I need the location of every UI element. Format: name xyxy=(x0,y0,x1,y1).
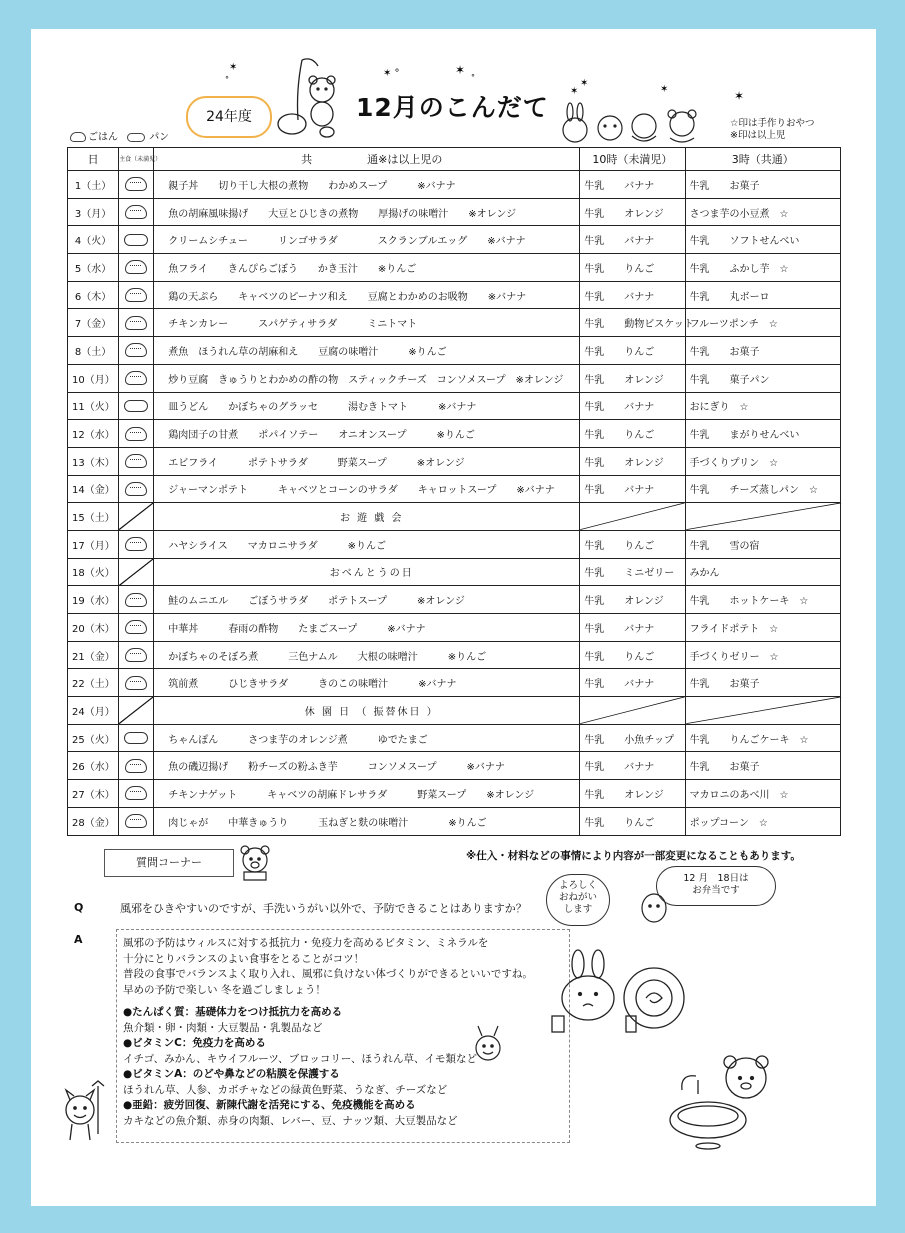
answer-line: 普段の食事でバランスよく取り入れ、風邪に負けない体づくりができるといいですね。 xyxy=(123,968,533,980)
row-three-snack: さつま芋の小豆煮 ☆ xyxy=(685,198,840,226)
svg-text:°: ° xyxy=(471,73,475,82)
menu-table xyxy=(67,147,841,836)
note-line: ※印は以上児 xyxy=(730,130,786,141)
row-staple xyxy=(119,669,154,697)
row-main-menu: チキンカレー スパゲティサラダ ミニトマト xyxy=(154,309,580,337)
row-ten-snack: 牛乳 バナナ xyxy=(580,669,685,697)
page-title: 12月のこんだて xyxy=(356,93,549,122)
answer-line: 十分にとりバランスのよい食事をとることがコツ！ xyxy=(123,952,365,965)
rice-bowl-icon xyxy=(125,786,147,800)
rice-bowl-icon xyxy=(125,593,147,607)
rice-bowl-icon xyxy=(70,132,86,142)
header-staple xyxy=(119,148,162,171)
row-three-snack: みかん xyxy=(685,558,840,586)
row-date: 26（水） xyxy=(68,752,119,780)
question-text: 風邪をひきやすいのですが、手洗いうがい以外で、予防できることはありますか？ xyxy=(120,902,527,915)
row-main-menu: クリームシチュー リンゴサラダ スクランブルエッグ ※バナナ xyxy=(154,226,580,254)
table-row xyxy=(68,752,841,780)
row-date: 13（木） xyxy=(68,447,119,475)
table-row xyxy=(68,780,841,808)
sparkle-icon xyxy=(225,60,255,90)
answer-line: ●ビタミンC：免疫力を高める xyxy=(123,1037,266,1049)
row-date: 17（月） xyxy=(68,530,119,558)
row-date: 24（月） xyxy=(68,697,119,725)
row-ten-snack: 牛乳 オレンジ xyxy=(580,586,685,614)
menu-table-body xyxy=(68,171,841,836)
row-three-snack: 手づくりプリン ☆ xyxy=(685,447,840,475)
rice-bowl-icon xyxy=(125,371,147,385)
table-row xyxy=(68,641,841,669)
row-three-snack: 牛乳 ふかし芋 ☆ xyxy=(685,254,840,282)
row-main-menu: 魚フライ きんぴらごぼう かき玉汁 ※りんご xyxy=(154,254,580,282)
row-date: 4（火） xyxy=(68,226,119,254)
row-event: おべんとうの日 xyxy=(154,558,580,586)
legend-bread-label: パン xyxy=(149,132,170,143)
rice-bowl-icon xyxy=(125,454,147,468)
row-main-menu: チキンナゲット キャベツの胡麻ドレサラダ 野菜スープ ※オレンジ xyxy=(154,780,580,808)
question-label: Q xyxy=(74,901,84,914)
row-main-menu: 親子丼 切り干し大根の煮物 わかめスープ ※バナナ xyxy=(154,171,580,199)
row-main-menu: 皿うどん かぼちゃのグラッセ 湯むきトマト ※バナナ xyxy=(154,392,580,420)
devil-icon xyxy=(58,1080,112,1146)
row-date: 22（土） xyxy=(68,669,119,697)
row-date: 8（土） xyxy=(68,337,119,365)
table-row xyxy=(68,171,841,199)
row-ten-snack: 牛乳 りんご xyxy=(580,337,685,365)
row-three-snack: 牛乳 ホットケーキ ☆ xyxy=(685,586,840,614)
bread-icon xyxy=(127,133,145,142)
row-main-menu: 魚の胡麻風味揚げ 大豆とひじきの煮物 厚揚げの味噌汁 ※オレンジ xyxy=(154,198,580,226)
header-date: 日 xyxy=(68,148,119,171)
row-staple xyxy=(119,530,154,558)
svg-text:✶: ✶ xyxy=(229,62,238,73)
row-ten-snack: 牛乳 オレンジ xyxy=(580,780,685,808)
row-main-menu: 炒り豆腐 きゅうりとわかめの酢の物 スティックチーズ コンソメスープ ※オレンジ xyxy=(154,364,580,392)
answer-line: 風邪の予防はウィルスに対する抵抗力・免疫力を高めるビタミン、ミネラルを xyxy=(123,937,489,949)
row-staple-none xyxy=(119,503,154,531)
answer-line: ●たんぱく質：基礎体力をつけ抵抗力を高める xyxy=(123,1006,343,1018)
rice-bowl-icon xyxy=(125,814,147,828)
row-ten-snack: 牛乳 オレンジ xyxy=(580,198,685,226)
row-main-menu: ジャーマンポテト キャベツとコーンのサラダ キャロットスープ ※バナナ xyxy=(154,475,580,503)
row-staple xyxy=(119,254,154,282)
row-main-menu: ちゃんぽん さつま芋のオレンジ煮 ゆでたまご xyxy=(154,724,580,752)
slash-line xyxy=(580,697,684,724)
greeting-line: よろしく xyxy=(558,880,597,891)
rice-bowl-icon xyxy=(125,482,147,496)
note-line: ☆印は手作りおやつ xyxy=(730,118,815,129)
greeting-line: します xyxy=(563,904,593,915)
row-ten-snack: 牛乳 バナナ xyxy=(580,475,685,503)
row-main-menu: 鶏の天ぷら キャベツのピーナツ和え 豆腐とわかめのお吸物 ※バナナ xyxy=(154,281,580,309)
row-staple xyxy=(119,364,154,392)
row-main-menu: 中華丼 春雨の酢物 たまごスープ ※バナナ xyxy=(154,614,580,642)
row-staple xyxy=(119,752,154,780)
header-three: 3時（共通） xyxy=(685,148,840,171)
table-row xyxy=(68,530,841,558)
sparkle-icon xyxy=(383,62,483,82)
row-date: 5（水） xyxy=(68,254,119,282)
row-ten-snack: 牛乳 バナナ xyxy=(580,752,685,780)
slash-line xyxy=(580,503,684,530)
row-main-menu: エビフライ ポテトサラダ 野菜スープ ※オレンジ xyxy=(154,447,580,475)
row-main-menu: 魚の磯辺揚げ 粉チーズの粉ふき芋 コンソメスープ ※バナナ xyxy=(154,752,580,780)
row-three-snack: 牛乳 まがりせんべい xyxy=(685,420,840,448)
row-ten-snack: 牛乳 小魚チップ xyxy=(580,724,685,752)
row-staple xyxy=(119,724,154,752)
table-row xyxy=(68,254,841,282)
row-staple xyxy=(119,309,154,337)
row-date: 25（火） xyxy=(68,724,119,752)
table-row xyxy=(68,558,841,586)
row-main-menu: かぼちゃのそぼろ煮 三色ナムル 大根の味噌汁 ※りんご xyxy=(154,641,580,669)
row-staple xyxy=(119,226,154,254)
row-staple-none xyxy=(119,697,154,725)
row-ten-none xyxy=(580,503,685,531)
rice-bowl-icon xyxy=(125,260,147,274)
table-row xyxy=(68,364,841,392)
row-staple xyxy=(119,614,154,642)
rabbit-icon xyxy=(550,950,690,1042)
table-row xyxy=(68,226,841,254)
answer-label: A xyxy=(74,933,83,946)
row-staple xyxy=(119,475,154,503)
row-ten-snack: 牛乳 バナナ xyxy=(580,226,685,254)
row-staple-none xyxy=(119,558,154,586)
qa-corner-title: 質問コーナー xyxy=(104,849,234,877)
rice-bowl-icon xyxy=(125,316,147,330)
rabbit-icon xyxy=(562,104,722,148)
answer-line: ●亜鉛：疲労回復、新陳代謝を活発にする、免疫機能を高める xyxy=(123,1099,416,1111)
row-date: 12（水） xyxy=(68,420,119,448)
row-ten-snack: 牛乳 バナナ xyxy=(580,281,685,309)
row-three-snack: 牛乳 お菓子 xyxy=(685,669,840,697)
row-date: 21（金） xyxy=(68,641,119,669)
row-date: 11（火） xyxy=(68,392,119,420)
row-date: 7（金） xyxy=(68,309,119,337)
row-three-snack: 牛乳 ソフトせんべい xyxy=(685,226,840,254)
row-main-menu: 鮭のムニエル ごぼうサラダ ポテトスープ ※オレンジ xyxy=(154,586,580,614)
row-three-snack: 牛乳 お菓子 xyxy=(685,337,840,365)
row-ten-snack: 牛乳 りんご xyxy=(580,254,685,282)
row-ten-snack: 牛乳 りんご xyxy=(580,807,685,835)
row-main-menu: 筑前煮 ひじきサラダ きのこの味噌汁 ※バナナ xyxy=(154,669,580,697)
answer-line: 魚介類・卵・肉類・大豆製品・乳製品など xyxy=(123,1021,323,1034)
row-three-snack: 牛乳 お菓子 xyxy=(685,752,840,780)
row-staple xyxy=(119,392,154,420)
svg-text:✶: ✶ xyxy=(734,89,745,103)
row-three-snack: フライドポテト ☆ xyxy=(685,614,840,642)
row-ten-snack: 牛乳 りんご xyxy=(580,530,685,558)
row-date: 18（火） xyxy=(68,558,119,586)
table-row xyxy=(68,697,841,725)
row-date: 19（水） xyxy=(68,586,119,614)
row-main-menu: 煮魚 ほうれん草の胡麻和え 豆腐の味噌汁 ※りんご xyxy=(154,337,580,365)
table-row xyxy=(68,503,841,531)
row-date: 6（木） xyxy=(68,281,119,309)
bear-icon xyxy=(668,1050,786,1150)
row-date: 15（土） xyxy=(68,503,119,531)
answer-line: 早めの予防で楽しい 冬を過ごしましょう！ xyxy=(123,983,326,996)
row-staple xyxy=(119,447,154,475)
row-event: 休 園 日 （ 振替休日 ） xyxy=(154,697,580,725)
table-row xyxy=(68,447,841,475)
table-row xyxy=(68,309,841,337)
row-ten-snack: 牛乳 りんご xyxy=(580,641,685,669)
row-ten-snack: 牛乳 りんご xyxy=(580,420,685,448)
svg-text:✶: ✶ xyxy=(455,63,466,77)
rice-bowl-icon xyxy=(125,288,147,302)
row-staple xyxy=(119,420,154,448)
row-date: 10（月） xyxy=(68,364,119,392)
row-ten-snack: 牛乳 ミニゼリー xyxy=(580,558,685,586)
bento-line: お弁当です xyxy=(692,885,740,896)
rice-bowl-icon xyxy=(125,205,147,219)
row-three-snack: 牛乳 お菓子 xyxy=(685,171,840,199)
bread-icon xyxy=(124,400,148,412)
slash-line xyxy=(119,559,153,586)
row-staple xyxy=(119,337,154,365)
row-three-snack: フルーツポンチ ☆ xyxy=(685,309,840,337)
slash-line xyxy=(686,503,840,530)
row-three-snack: 牛乳 りんごケーキ ☆ xyxy=(685,724,840,752)
symbol-notes xyxy=(730,118,815,142)
header-staple-label: 主食（未満児） xyxy=(119,155,162,163)
change-notice: ※仕入・材料などの事情により内容が一部変更になることもあります。 xyxy=(466,850,801,862)
row-staple xyxy=(119,807,154,835)
row-date: 28（金） xyxy=(68,807,119,835)
rice-bowl-icon xyxy=(125,676,147,690)
row-ten-snack: 牛乳 オレンジ xyxy=(580,447,685,475)
row-date: 20（木） xyxy=(68,614,119,642)
row-event: お 遊 戯 会 xyxy=(154,503,580,531)
row-ten-snack: 牛乳 バナナ xyxy=(580,614,685,642)
table-row xyxy=(68,724,841,752)
row-three-snack: 牛乳 菓子パン xyxy=(685,364,840,392)
rice-bowl-icon xyxy=(125,759,147,773)
svg-text:°: ° xyxy=(225,75,229,84)
table-row xyxy=(68,281,841,309)
table-row xyxy=(68,807,841,835)
row-staple xyxy=(119,780,154,808)
header-main: 共 通※は以上児の xyxy=(154,148,580,171)
slash-line xyxy=(119,503,153,530)
character-icon xyxy=(468,1022,508,1066)
row-three-none xyxy=(685,503,840,531)
bread-icon xyxy=(124,234,148,246)
answer-line: ●ビタミンA：のどや鼻などの粘膜を保護する xyxy=(123,1068,340,1080)
svg-text:✶: ✶ xyxy=(580,78,589,89)
rice-bowl-icon xyxy=(125,648,147,662)
table-row xyxy=(68,475,841,503)
answer-line: カキなどの魚介類、赤身の肉類、レバー、豆、ナッツ類、大豆製品など xyxy=(123,1114,458,1127)
rice-bowl-icon xyxy=(125,620,147,634)
row-ten-snack: 牛乳 バナナ xyxy=(580,392,685,420)
table-row xyxy=(68,198,841,226)
row-ten-snack: 牛乳 オレンジ xyxy=(580,364,685,392)
row-staple xyxy=(119,641,154,669)
row-staple xyxy=(119,198,154,226)
rice-bowl-icon xyxy=(125,427,147,441)
greeting-line: おねがい xyxy=(558,892,597,903)
row-three-snack: ポップコーン ☆ xyxy=(685,807,840,835)
greeting-bubble xyxy=(546,874,610,926)
staple-legend xyxy=(70,128,169,143)
year-badge: 24年度 xyxy=(186,96,272,138)
row-three-none xyxy=(685,697,840,725)
row-date: 1（土） xyxy=(68,171,119,199)
row-three-snack: 手づくりゼリー ☆ xyxy=(685,641,840,669)
row-main-menu: ハヤシライス マカロニサラダ ※りんご xyxy=(154,530,580,558)
table-row xyxy=(68,614,841,642)
egg-character-icon xyxy=(634,890,674,926)
row-ten-snack: 牛乳 バナナ xyxy=(580,171,685,199)
answer-line xyxy=(123,998,568,1005)
row-three-snack: 牛乳 雪の宿 xyxy=(685,530,840,558)
row-three-snack: 牛乳 チーズ蒸しパン ☆ xyxy=(685,475,840,503)
bento-bubble xyxy=(656,866,776,906)
row-three-snack: 牛乳 丸ボーロ xyxy=(685,281,840,309)
svg-text:✶: ✶ xyxy=(660,84,669,95)
rice-bowl-icon xyxy=(125,343,147,357)
svg-text:✶ °: ✶ ° xyxy=(383,68,400,79)
row-main-menu: 肉じゃが 中華きゅうり 玉ねぎと麩の味噌汁 ※りんご xyxy=(154,807,580,835)
answer-line: イチゴ、みかん、キウイフルーツ、ブロッコリー、ほうれん草、イモ類など xyxy=(123,1052,477,1065)
row-main-menu: 鶏肉団子の甘煮 ポパイソテー オニオンスープ ※りんご xyxy=(154,420,580,448)
bread-icon xyxy=(124,732,148,744)
table-header-row xyxy=(68,148,841,171)
row-three-snack: おにぎり ☆ xyxy=(685,392,840,420)
bear-icon xyxy=(234,842,276,882)
row-date: 3（月） xyxy=(68,198,119,226)
row-staple xyxy=(119,171,154,199)
bento-line: 12 月 18日は xyxy=(683,873,749,884)
rice-bowl-icon xyxy=(125,177,147,191)
slash-line xyxy=(686,697,840,724)
row-three-snack: マカロニのあべ川 ☆ xyxy=(685,780,840,808)
header-ten: 10時（未満児） xyxy=(580,148,685,171)
row-date: 14（金） xyxy=(68,475,119,503)
table-row xyxy=(68,669,841,697)
slash-line xyxy=(119,697,153,724)
row-staple xyxy=(119,586,154,614)
row-ten-snack: 牛乳 動物ビスケット xyxy=(580,309,685,337)
svg-text:✶: ✶ xyxy=(570,86,579,97)
table-row xyxy=(68,420,841,448)
answer-line: ほうれん草、人参、カボチャなどの緑黄色野菜、うなぎ、チーズなど xyxy=(123,1083,448,1096)
bear-icon xyxy=(272,54,344,138)
table-row xyxy=(68,392,841,420)
rice-bowl-icon xyxy=(125,537,147,551)
table-row xyxy=(68,586,841,614)
row-date: 27（木） xyxy=(68,780,119,808)
legend-rice-label: ごはん xyxy=(88,132,118,143)
table-row xyxy=(68,337,841,365)
row-staple xyxy=(119,281,154,309)
row-ten-none xyxy=(580,697,685,725)
